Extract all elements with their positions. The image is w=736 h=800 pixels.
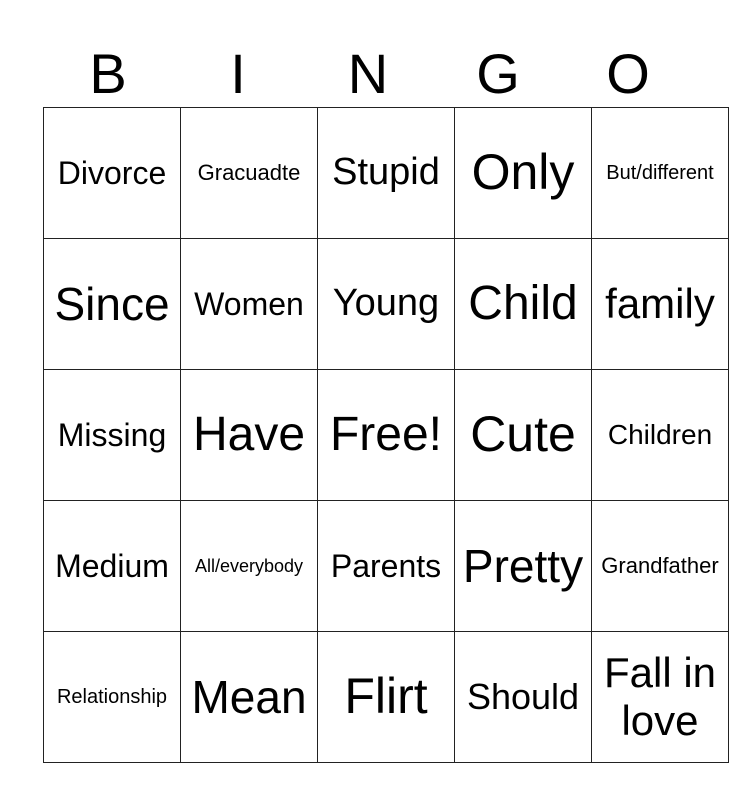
bingo-row-1 — [44, 108, 729, 239]
bingo-cell[interactable]: Only — [455, 108, 592, 239]
bingo-cell[interactable]: Children — [592, 370, 729, 501]
bingo-row-3 — [44, 370, 729, 501]
header-letter-o: O — [606, 42, 650, 105]
bingo-cell[interactable]: family — [592, 239, 729, 370]
bingo-cell[interactable]: Grandfather — [592, 501, 729, 632]
bingo-cell[interactable]: Have — [181, 370, 318, 501]
bingo-cell[interactable]: Parents — [318, 501, 455, 632]
bingo-cell[interactable]: Relationship — [44, 632, 181, 763]
bingo-cell[interactable]: Medium — [44, 501, 181, 632]
header-letter-b: B — [89, 42, 127, 105]
bingo-cell[interactable]: All/everybody — [181, 501, 318, 632]
bingo-cell[interactable]: Gracuadte — [181, 108, 318, 239]
bingo-cell[interactable]: Divorce — [44, 108, 181, 239]
bingo-cell[interactable]: Since — [44, 239, 181, 370]
bingo-cell[interactable]: But/different — [592, 108, 729, 239]
bingo-cell[interactable]: Mean — [181, 632, 318, 763]
bingo-header — [43, 40, 693, 108]
bingo-cell[interactable]: Cute — [455, 370, 592, 501]
bingo-cell[interactable]: Stupid — [318, 108, 455, 239]
bingo-cell[interactable]: Missing — [44, 370, 181, 501]
bingo-row-5 — [44, 632, 729, 763]
header-letter-i: I — [230, 42, 246, 105]
bingo-cell[interactable]: Young — [318, 239, 455, 370]
bingo-cell[interactable]: Pretty — [455, 501, 592, 632]
bingo-cell[interactable]: Women — [181, 239, 318, 370]
bingo-cell[interactable]: Should — [455, 632, 592, 763]
header-letter-n: N — [347, 42, 389, 105]
header-letter-g: G — [476, 42, 520, 105]
bingo-row-2 — [44, 239, 729, 370]
bingo-cell[interactable]: Fall in love — [592, 632, 729, 763]
bingo-card — [43, 107, 729, 763]
bingo-cell[interactable]: Flirt — [318, 632, 455, 763]
bingo-cell[interactable]: Free! — [318, 370, 455, 501]
bingo-cell[interactable]: Child — [455, 239, 592, 370]
bingo-row-4 — [44, 501, 729, 632]
